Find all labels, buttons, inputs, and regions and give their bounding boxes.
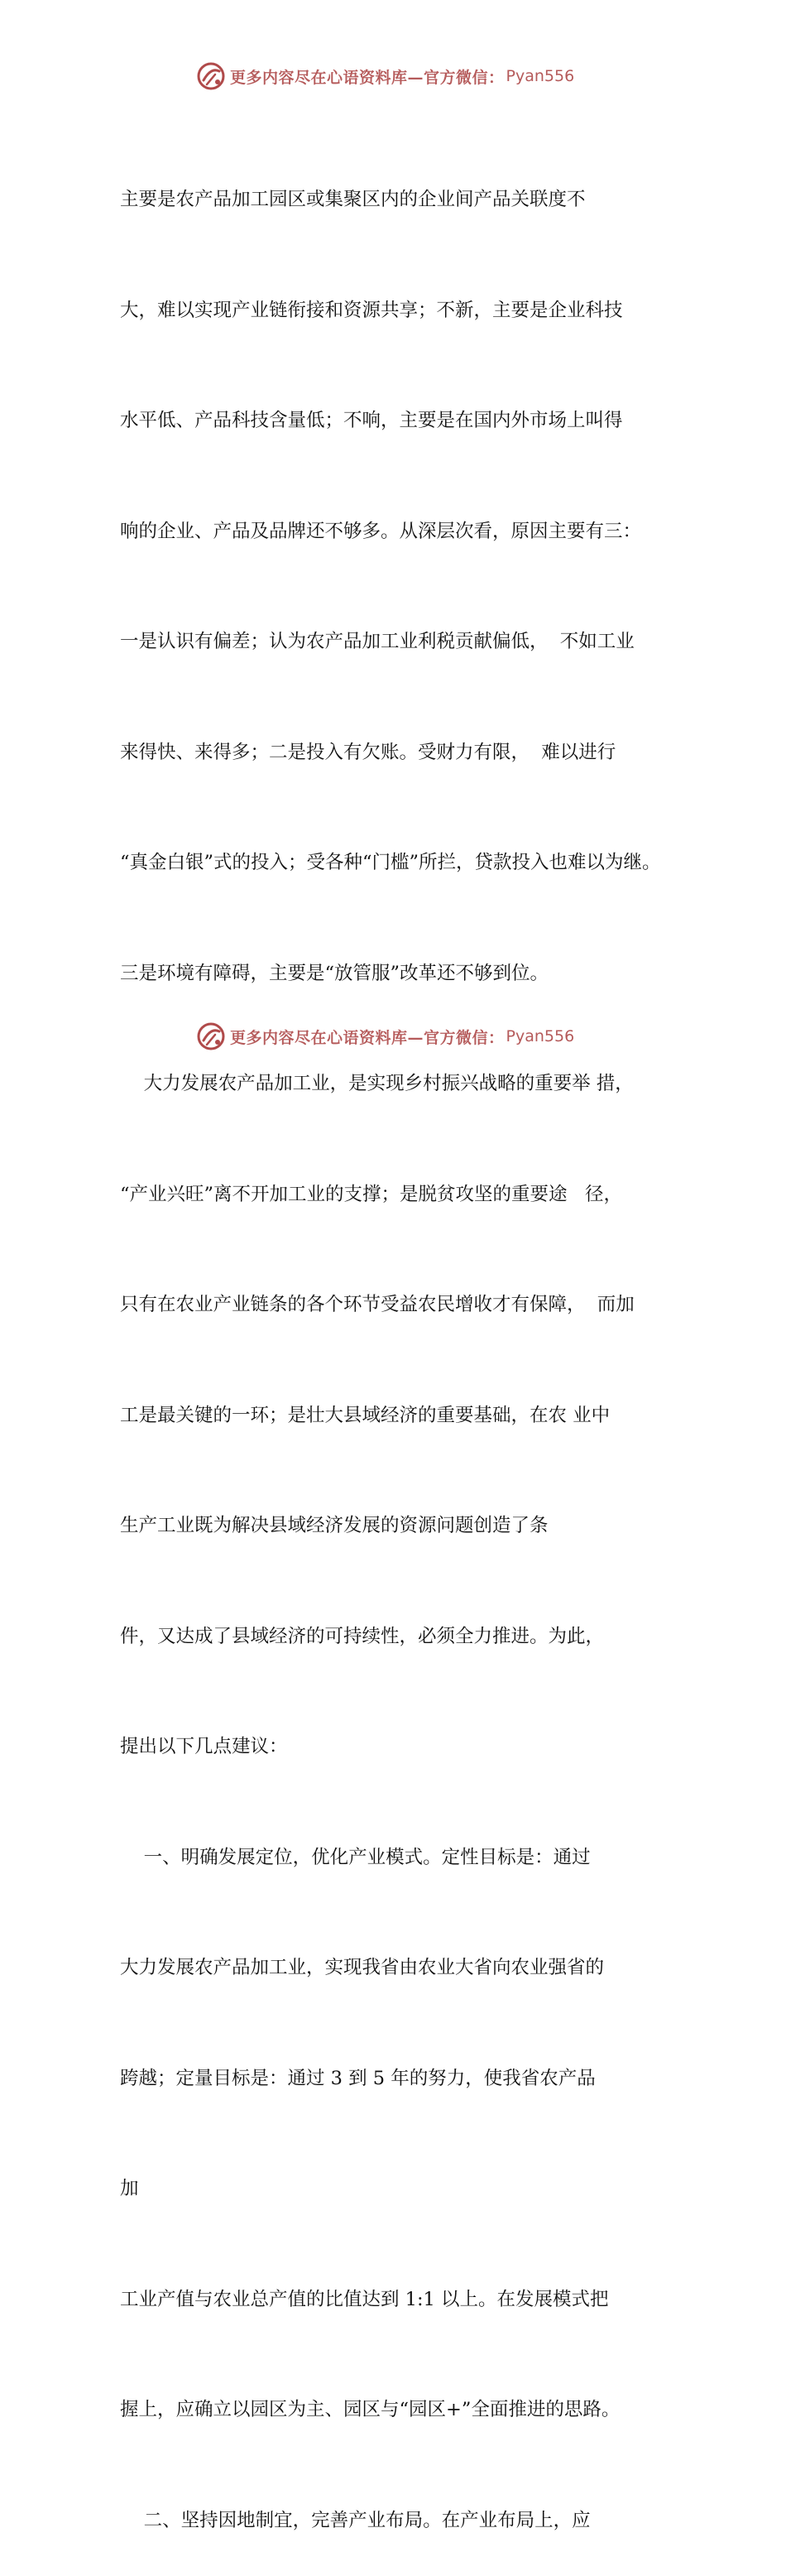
text-line: 加 [120, 2178, 139, 2199]
paragraph-start-line: 大力发展农产品加工业，是实现乡村振兴战略的重要举 措， [120, 1073, 634, 1094]
footer-wechat-id: Pyan556 [506, 1027, 575, 1045]
text-line: 三是环境有障碍，主要是“放管服”改革还不够到位。 [120, 962, 549, 984]
document-body [120, 108, 699, 2576]
text-line: 提出以下几点建议： [120, 1736, 288, 1757]
brand-logo-icon [195, 60, 227, 92]
text-line: 生产工业既为解决县域经济发展的资源问题创造了条 [120, 1515, 549, 1536]
header-slogan: 更多内容尽在心语资料库—官方微信： [230, 68, 505, 87]
text-line: “产业兴旺”离不开加工业的支撑；是脱贫攻坚的重要途 径， [120, 1183, 622, 1205]
paragraph-start-line: 一、明确发展定位，优化产业模式。定性目标是：通过 [120, 1846, 591, 1868]
footer-slogan: 更多内容尽在心语资料库—官方微信： [230, 1028, 505, 1047]
text-line: 大，难以实现产业链衔接和资源共享；不新，主要是企业科技 [120, 299, 623, 321]
brand-logo-icon [195, 1021, 227, 1052]
text-line: 一是认识有偏差；认为农产品加工业利税贡献偏低， 不如工业 [120, 631, 635, 652]
text-line: 主要是农产品加工园区或集聚区内的企业间产品关联度不 [120, 189, 586, 210]
text-line: 工业产值与农业总产值的比值达到 1:1 以上。在发展模式把 [120, 2288, 609, 2310]
text-line: 只有在农业产业链条的各个环节受益农民增收才有保障， 而加 [120, 1294, 635, 1315]
text-line: 水平低、产品科技含量低；不响，主要是在国内外市场上叫得 [120, 410, 623, 431]
text-line: “真金白银”式的投入；受各种“门槛”所拦，贷款投入也难以为继。 [120, 852, 661, 873]
text-line: 件，又达成了县域经济的可持续性，必须全力推进。为此， [120, 1625, 605, 1647]
text-line: 工是最关键的一环；是壮大县域经济的重要基础，在农 业中 [120, 1404, 611, 1426]
text-line: 跨越；定量目标是：通过 3 到 5 年的努力，使我省农产品 [120, 2067, 596, 2089]
text-line: 握上，应确立以园区为主、园区与“园区+”全面推进的思路。 [120, 2399, 621, 2420]
header-watermark-banner [195, 60, 625, 93]
paragraph-start-line: 二、坚持因地制宜，完善产业布局。在产业布局上，应 [120, 2509, 591, 2531]
footer-watermark-banner [195, 1020, 625, 1053]
text-line: 响的企业、产品及品牌还不够多。从深层次看，原因主要有三： [120, 520, 642, 542]
text-line: 来得快、来得多；二是投入有欠账。受财力有限， 难以进行 [120, 741, 616, 763]
text-line: 大力发展农产品加工业，实现我省由农业大省向农业强省的 [120, 1957, 605, 1978]
header-wechat-id: Pyan556 [506, 67, 575, 85]
